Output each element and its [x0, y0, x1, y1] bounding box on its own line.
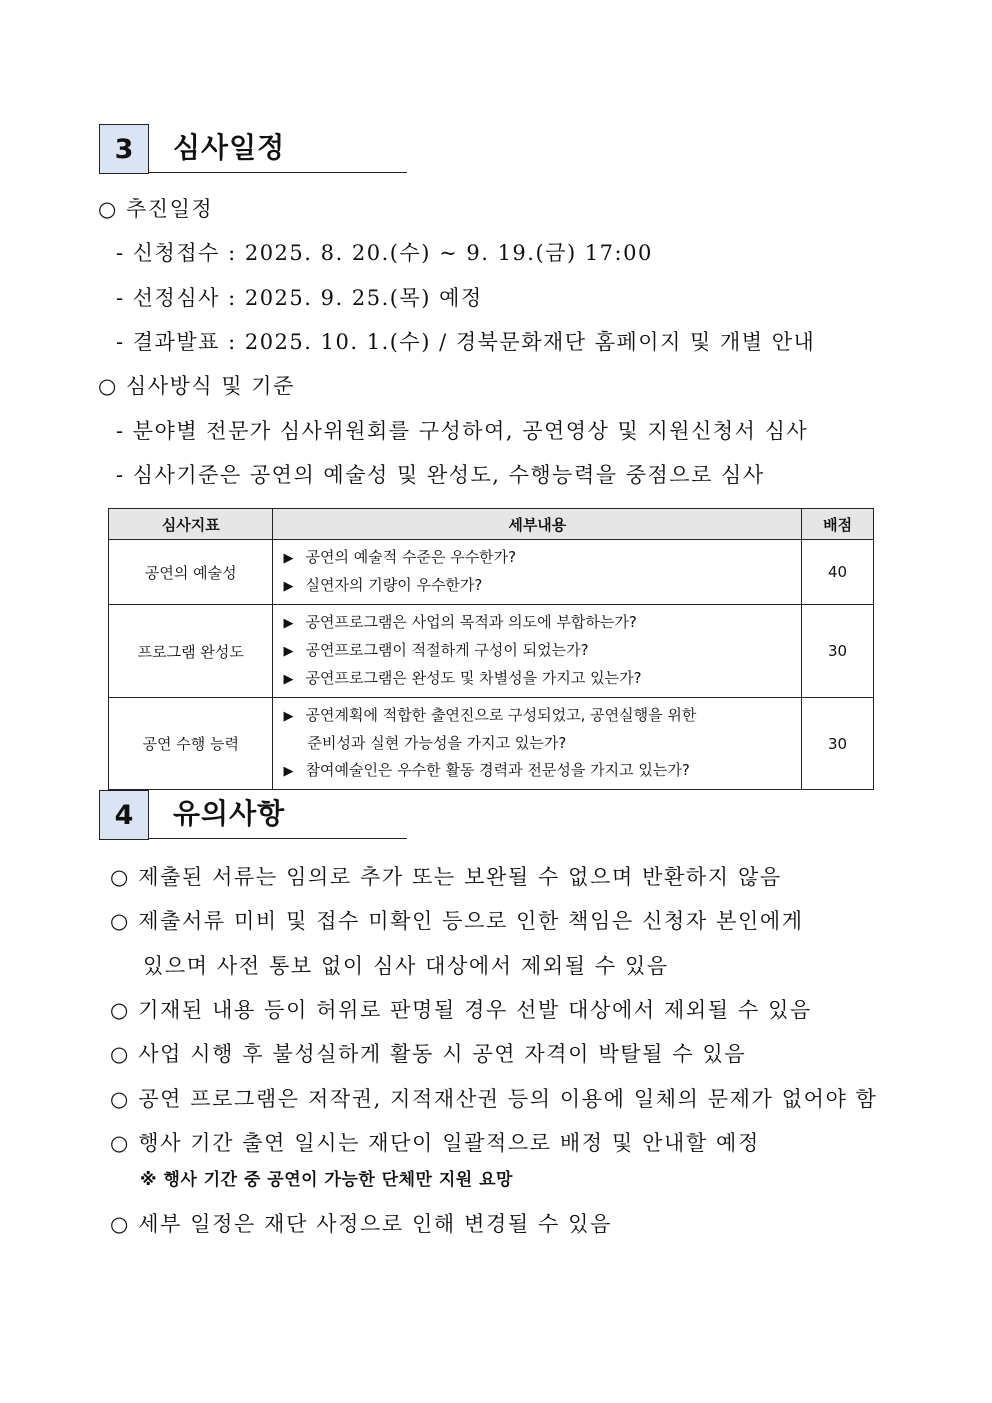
triangle-bullet-icon: ▶	[283, 644, 294, 659]
schedule-item: - 신청접수 : 2025. 8. 20.(수) ~ 9. 19.(금) 17:00	[116, 241, 653, 265]
method-item: - 분야별 전문가 심사위원회를 구성하여, 공연영상 및 지원신청서 심사	[116, 419, 809, 443]
table-header-row	[109, 509, 874, 540]
detail-item: ▶ 공연계획에 적합한 출연진으로 구성되었고, 공연실행을 위한	[283, 702, 793, 730]
detail-item: ▶ 공연프로그램은 완성도 및 차별성을 가지고 있는가?	[283, 665, 793, 693]
header-details: 세부내용	[273, 509, 802, 540]
criterion-cell: 프로그램 완성도	[109, 605, 273, 698]
note-item: ○ 기재된 내용 등이 허위로 판명될 경우 선발 대상에서 제외될 수 있음	[110, 998, 812, 1022]
note-item: ○ 행사 기간 출연 일시는 재단이 일괄적으로 배정 및 안내할 예정	[110, 1131, 760, 1155]
schedule-item: - 선정심사 : 2025. 9. 25.(목) 예정	[116, 286, 483, 310]
detail-item: ▶ 공연프로그램은 사업의 목적과 의도에 부합하는가?	[283, 609, 793, 637]
details-cell	[273, 698, 802, 790]
header-score: 배점	[802, 509, 874, 540]
schedule-heading: ○ 추진일정	[98, 197, 214, 221]
detail-item: ▶ 참여예술인은 우수한 활동 경력과 전문성을 가지고 있는가?	[283, 757, 793, 785]
criterion-cell: 공연 수행 능력	[109, 698, 273, 790]
details-cell	[273, 540, 802, 605]
section-3-underline	[149, 172, 407, 173]
score-cell: 30	[802, 605, 874, 698]
score-cell: 30	[802, 698, 874, 790]
score-cell: 40	[802, 540, 874, 605]
triangle-bullet-icon: ▶	[283, 579, 294, 594]
section-3-header	[99, 124, 307, 174]
note-item: ○ 제출된 서류는 임의로 추가 또는 보완될 수 없으며 반환하지 않음	[110, 865, 782, 889]
triangle-bullet-icon: ▶	[283, 764, 294, 779]
triangle-bullet-icon: ▶	[283, 709, 294, 724]
criteria-table	[108, 508, 874, 790]
header-criterion: 심사지표	[109, 509, 273, 540]
method-item: - 심사기준은 공연의 예술성 및 완성도, 수행능력을 중점으로 심사	[116, 463, 765, 487]
detail-item: ▶ 실연자의 기량이 우수한가?	[283, 572, 793, 600]
criterion-cell: 공연의 예술성	[109, 540, 273, 605]
details-cell	[273, 605, 802, 698]
detail-item-continuation: 준비성과 실현 가능성을 가지고 있는가?	[307, 734, 567, 752]
section-3-title: 심사일정	[173, 131, 286, 164]
triangle-bullet-icon: ▶	[283, 551, 294, 566]
triangle-bullet-icon: ▶	[283, 616, 294, 631]
table-row	[109, 698, 874, 790]
schedule-item: - 결과발표 : 2025. 10. 1.(수) / 경북문화재단 홈페이지 및 개별 안내	[116, 330, 816, 354]
triangle-bullet-icon: ▶	[283, 672, 294, 687]
note-item: ○ 공연 프로그램은 저작권, 지적재산권 등의 이용에 일체의 문제가 없어야 함	[110, 1087, 878, 1111]
note-item: ○ 사업 시행 후 불성실하게 활동 시 공연 자격이 박탈될 수 있음	[110, 1042, 747, 1066]
section-4-number: 4	[99, 790, 149, 840]
section-4-title: 유의사항	[173, 797, 286, 830]
note-item: ○ 제출서류 미비 및 접수 미확인 등으로 인한 책임은 신청자 본인에게	[110, 909, 804, 933]
method-heading: ○ 심사방식 및 기준	[98, 374, 295, 398]
table-row	[109, 605, 874, 698]
section-3-number: 3	[99, 124, 149, 174]
reference-note: ※ 행사 기간 중 공연이 가능한 단체만 지원 요망	[140, 1170, 513, 1190]
detail-item: ▶ 공연프로그램이 적절하게 구성이 되었는가?	[283, 637, 793, 665]
note-item-continuation: 있으며 사전 통보 없이 심사 대상에서 제외될 수 있음	[143, 954, 669, 978]
note-item: ○ 세부 일정은 재단 사정으로 인해 변경될 수 있음	[110, 1212, 612, 1236]
table-row	[109, 540, 874, 605]
section-4-header	[99, 790, 307, 840]
detail-item: ▶ 공연의 예술적 수준은 우수한가?	[283, 544, 793, 572]
section-4-underline	[149, 838, 407, 839]
